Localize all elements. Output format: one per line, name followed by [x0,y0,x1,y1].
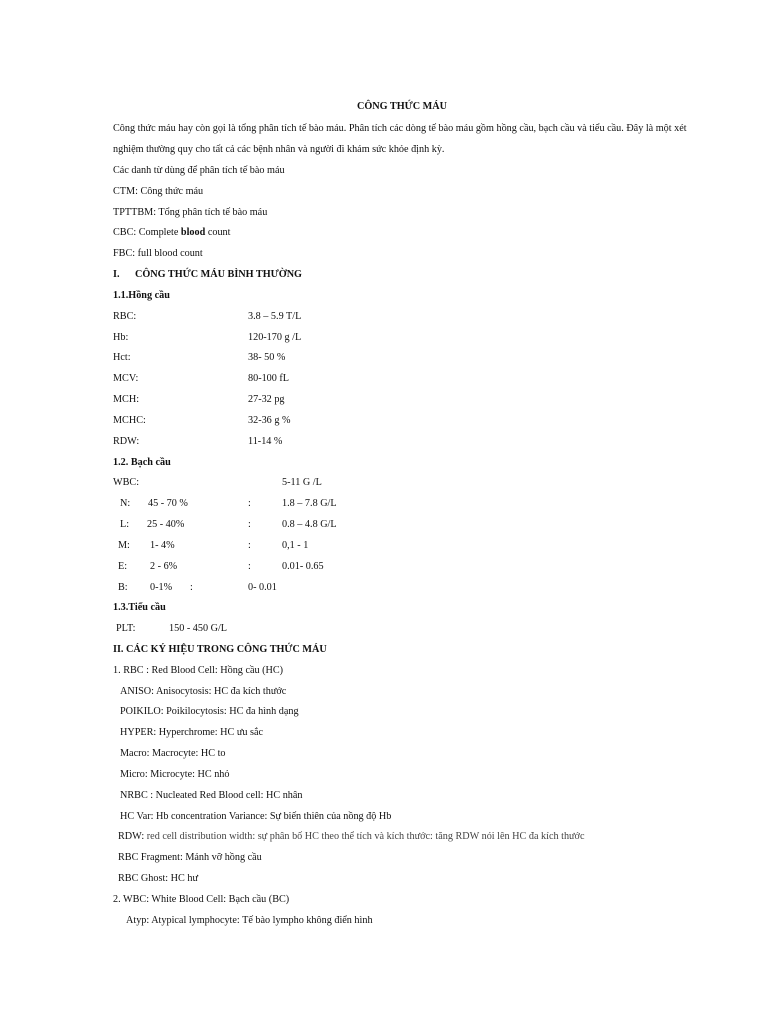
plt-heading: 1.3.Tiểu cầu [113,602,166,613]
terms-intro: Các danh từ dùng để phân tích tế bào máu [113,165,285,176]
wbc-row-label: L: [120,519,130,530]
basophil-abs: 0- 0.01 [248,582,277,593]
rbc-symbol: HC Var: Hb concentration Variance: Sự biến thiên của nồng độ Hb [120,811,392,822]
term-fbc: FBC: full blood count [113,248,203,259]
rbc-row-value: 11-14 % [248,436,283,447]
wbc-row-colon: : [248,561,251,572]
section1-number: I. [113,269,120,280]
rbc-row-value: 3.8 – 5.9 T/L [248,311,302,322]
rdw-line [118,830,584,843]
rbc-row-label: Hb: [113,332,129,343]
rbc-row-label: MCHC: [113,415,146,426]
term-ctm: CTM: Công thức máu [113,186,204,197]
rbc-heading: 1.1.Hồng cầu [113,290,170,301]
wbc-row-pct: 25 - 40% [147,519,185,530]
wbc-row-pct: 1- 4% [150,540,175,551]
plt-label: PLT: [116,623,136,634]
rbc-item: 1. RBC : Red Blood Cell: Hồng cầu (HC) [113,665,284,676]
wbc-value: 5-11 G /L [282,477,322,488]
rbc-symbol: Micro: Microcyte: HC nhỏ [120,769,230,780]
wbc-heading: 1.2. Bạch cầu [113,457,171,468]
rbc-row-label: MCH: [113,394,140,405]
rbc-row-label: RDW: [113,436,140,447]
wbc-row-colon: : [248,540,251,551]
wbc-row-abs: 0.01- 0.65 [282,561,324,572]
rbc-row-label: MCV: [113,373,139,384]
wbc-row-pct: 2 - 6% [150,561,178,572]
term-cbc-bold: blood [180,227,206,238]
wbc-row-abs: 1.8 – 7.8 G/L [282,498,337,509]
wbc-row-label: M: [118,540,130,551]
rbc-row-value: 27-32 pg [248,394,285,405]
section1-title: CÔNG THỨC MÁU BÌNH THƯỜNG [135,269,302,280]
term-cbc-suffix: count [205,227,231,238]
rbc-symbol: ANISO: Anisocytosis: HC đa kích thước [120,686,287,697]
rbc-symbol: POIKILO: Poikilocytosis: HC đa hình dạng [120,706,299,717]
wbc-row-label: E: [118,561,128,572]
rbc-row-label: Hct: [113,352,131,363]
rbc-symbol: HYPER: Hyperchrome: HC ưu sắc [120,727,264,738]
rbc-row-value: 32-36 g % [248,415,291,426]
wbc-row-label: N: [120,498,131,509]
wbc-row-pct: 45 - 70 % [148,498,188,509]
term-cbc [113,226,230,239]
term-tpttbm: TPTTBM: Tổng phân tích tế bào máu [113,207,268,218]
intro-line-1: Công thức máu hay còn gọi là tổng phân tích tế bào máu. Phân tích các dòng tế bào máu gồm hồng cầu, bạch cầu và tiểu cầu. Đây là một xét [113,123,687,134]
rbc-ghost: RBC Ghost: HC hư [118,873,198,884]
wbc-row-abs: 0,1 - 1 [282,540,309,551]
wbc-row-colon: : [248,519,251,530]
rbc-symbol: NRBC : Nucleated Red Blood cell: HC nhân [120,790,303,801]
wbc-label: WBC: [113,477,140,488]
basophil-colon: : [190,582,193,593]
rbc-symbol: Macro: Macrocyte: HC to [120,748,226,759]
term-cbc-prefix: CBC: Complete [113,227,181,238]
rbc-row-value: 80-100 fL [248,373,290,384]
rbc-fragment: RBC Fragment: Mảnh vỡ hồng cầu [118,852,262,863]
plt-value: 150 - 450 G/L [169,623,228,634]
rbc-row-label: RBC: [113,311,137,322]
rdw-text: red cell distribution width: sự phân bố HC theo thể tích và kích thước: tăng RDW nói lên HC đa kích thước [146,831,585,842]
wbc-row-colon: : [248,498,251,509]
rbc-row-value: 120-170 g /L [248,332,302,343]
wbc-item: 2. WBC: White Blood Cell: Bạch cầu (BC) [113,894,290,905]
wbc-row-abs: 0.8 – 4.8 G/L [282,519,337,530]
intro-line-2: nghiệm thường quy cho tất cả các bệnh nhân và người đi khám sức khỏe định kỳ. [113,144,445,155]
basophil-label: B: [118,582,128,593]
rdw-label: RDW: [118,831,147,842]
basophil-pct: 0-1% [150,582,173,593]
atyp-line: Atyp: Atypical lymphocyte: Tế bào lympho không điển hình [126,915,373,926]
section2-title: II. CÁC KÝ HIỆU TRONG CÔNG THỨC MÁU [113,644,327,655]
document-title: CÔNG THỨC MÁU [357,101,447,112]
rbc-row-value: 38- 50 % [248,352,286,363]
